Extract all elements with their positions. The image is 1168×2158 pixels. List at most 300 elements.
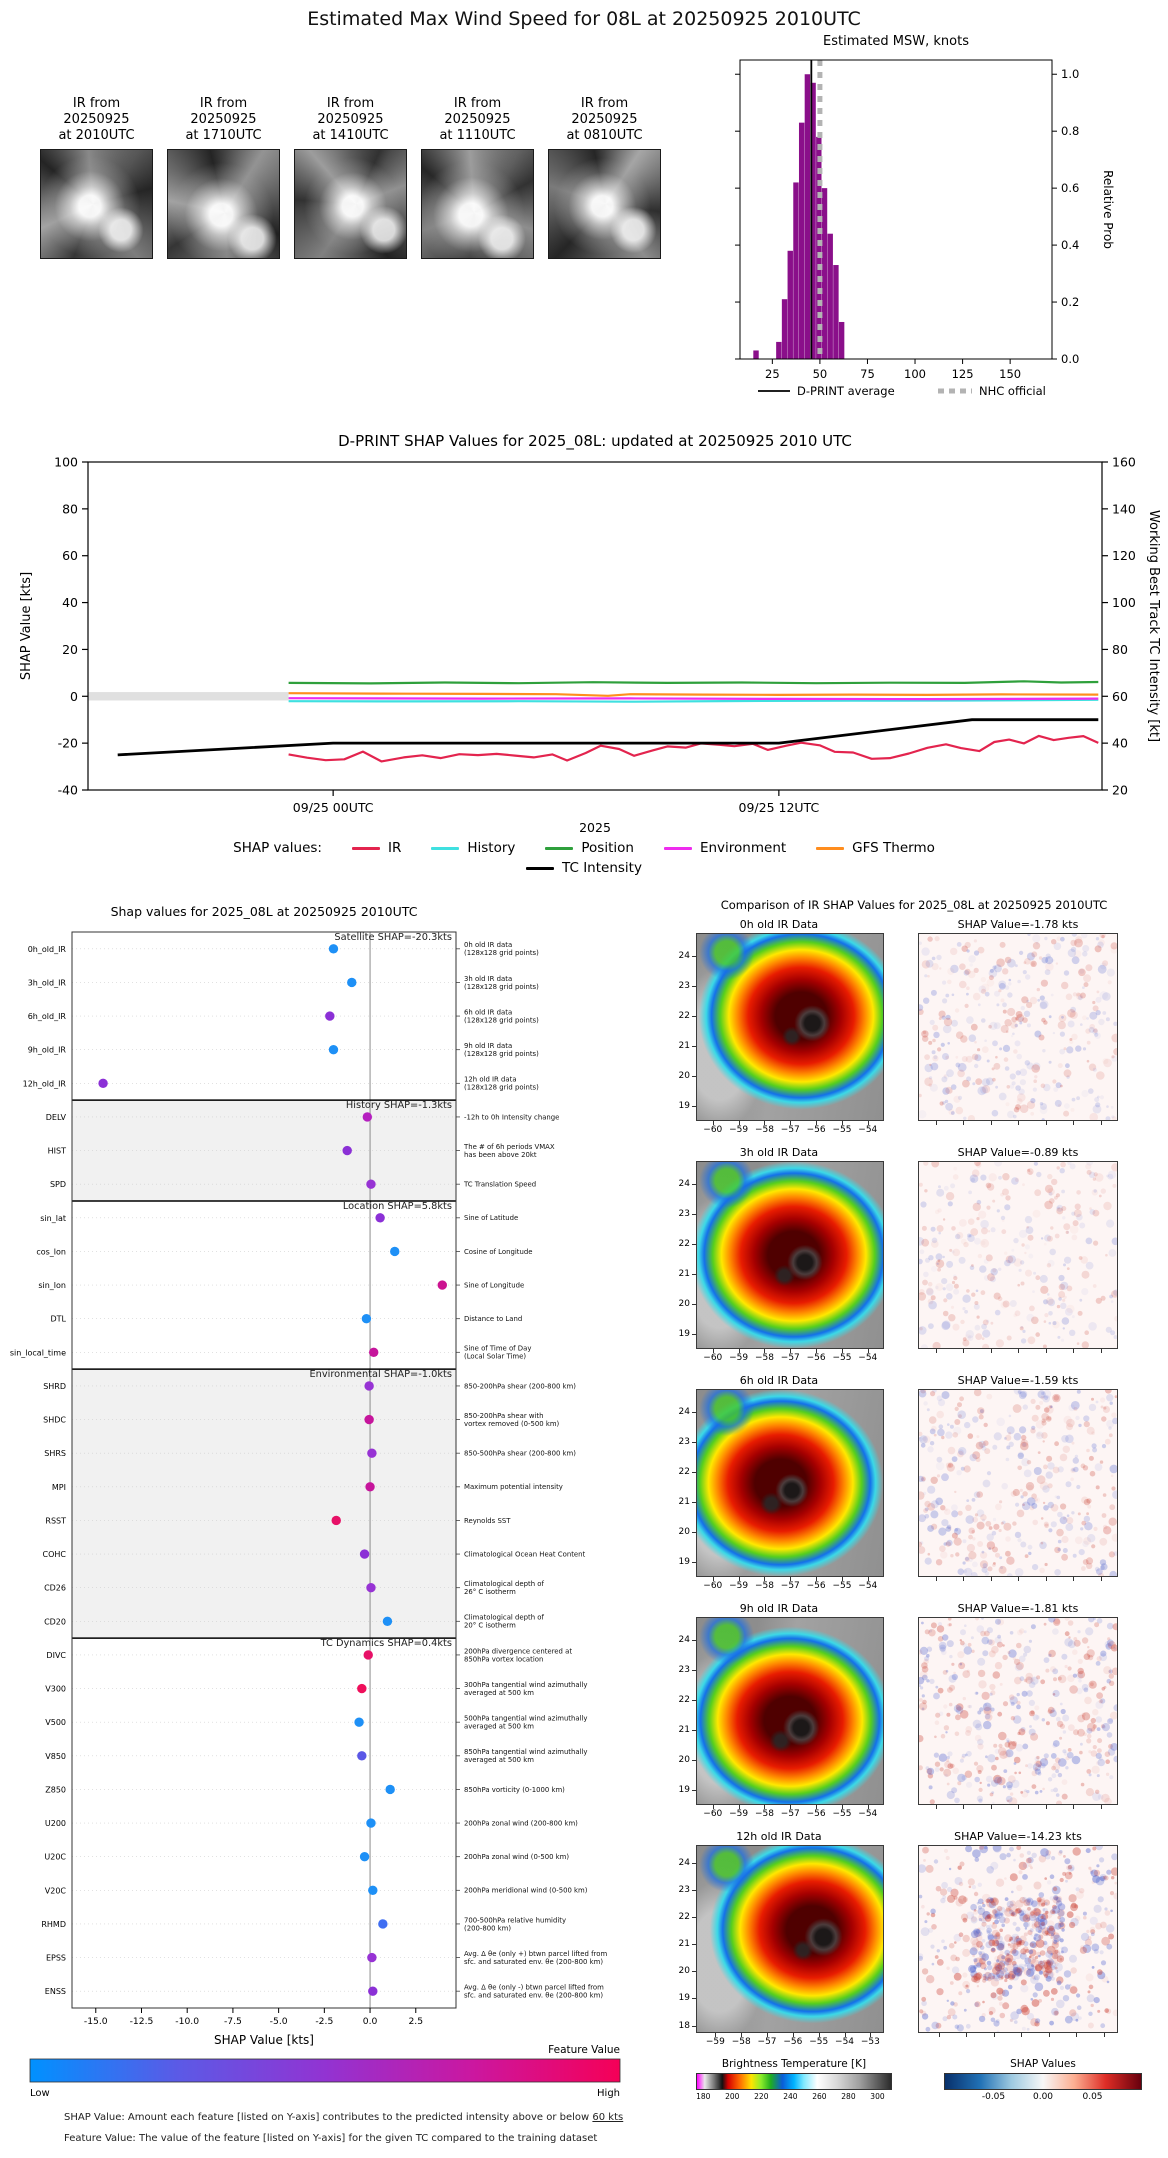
shap-tick-mark [1101, 1121, 1102, 1125]
ir-map-xlabels [696, 1350, 882, 1363]
shap-dot-COHC [360, 1549, 369, 1558]
histogram-ytick: 0.8 [1061, 124, 1080, 139]
ir-map-title: 0h old IR Data [739, 918, 819, 931]
shap-dotplot-chart [0, 898, 700, 2158]
lat-tick-label: 22 [678, 1911, 690, 1922]
feature-label: V500 [45, 1718, 66, 1728]
shap-dot-CD26 [366, 1583, 375, 1592]
feature-label: U20C [44, 1852, 66, 1862]
shap-dot-sin_lon [438, 1280, 447, 1289]
histogram-xtick: 150 [999, 367, 1022, 381]
comparison-rows [660, 918, 1168, 2047]
shap-figure [918, 1374, 1118, 1591]
ir-figure [674, 1602, 884, 1819]
lat-tick-label: 20 [678, 1298, 690, 1309]
lon-tick-label: −54 [835, 2037, 855, 2047]
shap-tick-mark [936, 1577, 937, 1581]
shap-dot-3h_old_IR [347, 978, 356, 987]
ir-thumbnail-caption: IR from 20250925 at 1710UTC [185, 96, 262, 143]
ytick-left: 0 [70, 688, 78, 704]
shap-tick-mark [1018, 1577, 1019, 1581]
feature-desc: 850-200hPa shear with [464, 1411, 544, 1420]
ytick-left: 80 [62, 501, 78, 517]
feature-desc: 700-500hPa relative humidity [464, 1916, 567, 1925]
shap-dot-SHRS [367, 1448, 376, 1457]
brightness-temperature-colorbar [696, 2058, 892, 2104]
feature-label: RHMD [41, 1919, 66, 1929]
shap-tick-mark [1046, 1121, 1047, 1125]
section-label-environmental: Environmental SHAP=-1.0kts [309, 1368, 452, 1380]
shap-tick-mark [1073, 1805, 1074, 1809]
ir-figure [674, 1830, 884, 2047]
dotplot-xtick: -15.0 [83, 2016, 108, 2027]
legend-item-label: IR [387, 840, 402, 856]
shap-dot-V500 [354, 1717, 363, 1726]
lon-tick-label: −56 [806, 1809, 826, 1819]
lon-tick-label: −57 [780, 1809, 800, 1819]
ir-map-ylabels [674, 1389, 696, 1575]
colorbar-tick-label: 0.05 [1082, 2092, 1103, 2102]
shap-speckle-field [919, 1618, 1117, 1804]
shap-map-title: SHAP Value=-14.23 kts [954, 1830, 1082, 1843]
feature-desc: 0h old IR data [464, 941, 513, 950]
feature-desc: 26° C isotherm [464, 1588, 516, 1597]
comparison-row-9h [660, 1602, 1168, 1819]
footnote-feature-value: Feature Value: The value of the feature [listed on Y-axis] for the given TC compared to the training dataset [64, 2133, 598, 2144]
lat-tick-label: 21 [678, 1040, 690, 1051]
ytick-left: -40 [57, 782, 78, 798]
shap-tick-mark [1018, 1805, 1019, 1809]
feature-label: Z850 [45, 1785, 66, 1795]
lon-tick-label: −55 [832, 1125, 852, 1135]
histogram-ytick: 0.4 [1061, 238, 1080, 253]
lat-tick-label: 21 [678, 1939, 690, 1950]
feature-desc: Climatological depth of [464, 1580, 544, 1589]
lat-tick-label: 21 [678, 1724, 690, 1735]
lat-tick-label: 20 [678, 1966, 690, 1977]
shap-tick-mark [963, 1805, 964, 1809]
feature-desc: Avg. Δ θe (only +) btwn parcel lifted from [464, 1949, 608, 1958]
shap-dot-U20C [360, 1852, 369, 1861]
feature-label: DTL [50, 1314, 66, 1324]
ir-map-ylabels [674, 1845, 696, 2031]
comparison-row-3h [660, 1146, 1168, 1363]
lat-tick-label: 24 [678, 1857, 690, 1868]
series-gfs-thermo [289, 693, 1099, 696]
shap-speckle-field [919, 1846, 1117, 2032]
lat-tick-label: 23 [678, 1208, 690, 1219]
histogram-bar [833, 265, 838, 359]
legend-label-dprint: D-PRINT average [797, 384, 895, 398]
shap-tick-mark [1073, 1577, 1074, 1581]
timeseries-legend-row [0, 860, 1168, 876]
feature-label: 12h_old_IR [22, 1079, 66, 1089]
lon-tick-label: −56 [806, 1125, 826, 1135]
dotplot-xtick: 2.5 [408, 2016, 424, 2027]
feature-desc: (128x128 grid points) [464, 1083, 539, 1092]
shap-tick-mark [936, 1349, 937, 1353]
feature-desc: 200hPa meridional wind (0-500 km) [464, 1886, 588, 1895]
feature-label: SPD [49, 1180, 66, 1190]
histogram-bar [776, 342, 781, 359]
feature-desc: has been above 20kt [464, 1150, 537, 1159]
feature-desc: 200hPa zonal wind (200-800 km) [464, 1819, 578, 1828]
colorbar-tick-label: 280 [841, 2092, 856, 2101]
lon-tick-label: −59 [729, 1353, 749, 1363]
shap-dot-U200 [366, 1818, 375, 1827]
ytick-right: 100 [1112, 595, 1136, 611]
ytick-right: 60 [1112, 688, 1128, 704]
feature-label: RSST [45, 1516, 66, 1526]
comparison-row-12h [660, 1830, 1168, 2047]
feature-desc: Cosine of Longitude [464, 1247, 533, 1256]
shap-tick-mark [963, 1121, 964, 1125]
ir-thumbnail [294, 96, 407, 259]
shap-tick-mark [1076, 2033, 1077, 2037]
colorbar-gradient [944, 2073, 1142, 2090]
page-title: Estimated Max Wind Speed for 08L at 20250925 2010UTC [307, 8, 861, 30]
shap-map-ticks [918, 1806, 1116, 1819]
lon-tick-label: −58 [754, 1581, 774, 1591]
feature-desc: 200hPa divergence centered at [464, 1647, 573, 1656]
colorbar-ticks [696, 2092, 892, 2104]
colorbar-tick-label: -0.05 [981, 2092, 1006, 2102]
feature-desc: (128x128 grid points) [464, 1016, 539, 1025]
shap-speckle-field [919, 934, 1117, 1120]
ytick-left: 60 [62, 548, 78, 564]
shap-map-title: SHAP Value=-1.78 kts [957, 918, 1079, 931]
feature-desc: Avg. Δ θe (only -) btwn parcel lifted from [464, 1983, 604, 1992]
shap-map [918, 1389, 1118, 1577]
feature-desc: Sine of Latitude [464, 1214, 519, 1223]
histogram-bar [788, 251, 793, 359]
shap-tick-mark [1101, 1805, 1102, 1809]
ir-thumbnail-caption: IR from 20250925 at 0810UTC [566, 96, 643, 143]
comparison-title: Comparison of IR SHAP Values for 2025_08L at 20250925 2010UTC [720, 898, 1108, 912]
section-label-history: History SHAP=-1.3kts [345, 1099, 452, 1111]
legend-item-label: History [467, 840, 516, 856]
shap-map-ticks [918, 2034, 1116, 2047]
shap-figure [918, 918, 1118, 1135]
zero-band [88, 692, 289, 700]
shap-dot-HIST [343, 1146, 352, 1155]
shap-map [918, 933, 1118, 1121]
shap-dot-12h_old_IR [98, 1079, 107, 1088]
shap-tick-mark [991, 1121, 992, 1125]
lon-tick-label: −56 [806, 1581, 826, 1591]
dotplot-title: Shap values for 2025_08L at 20250925 2010UTC [110, 904, 418, 919]
shap-dot-Z850 [385, 1785, 394, 1794]
lon-tick-label: −54 [858, 1581, 878, 1591]
ir-map-ylabels [674, 1161, 696, 1347]
histogram-bar [753, 350, 758, 359]
legend-label-nhc: NHC official [979, 384, 1046, 398]
lon-tick-label: −56 [783, 2037, 803, 2047]
shap-dot-EPSS [367, 1953, 376, 1962]
shap-tick-mark [1018, 1121, 1019, 1125]
lat-tick-label: 22 [678, 1694, 690, 1705]
feature-value-colorbar-title: Feature Value [548, 2044, 620, 2056]
ir-thumbnail-image [40, 149, 153, 259]
histogram-ytick: 0.0 [1061, 352, 1080, 366]
legend-swatch [664, 847, 692, 850]
histogram-bar [799, 123, 804, 359]
ir-map [696, 1389, 884, 1577]
lat-tick-label: 21 [678, 1268, 690, 1279]
feature-label: 0h_old_IR [27, 944, 66, 954]
shap-dot-SHDC [364, 1415, 373, 1424]
shap-map [918, 1845, 1118, 2033]
lon-tick-label: −54 [858, 1353, 878, 1363]
legend-item-ir [352, 840, 401, 856]
shap-dot-cos_lon [390, 1247, 399, 1256]
comparison-row-0h [660, 918, 1168, 1135]
lon-tick-label: −60 [703, 1125, 723, 1135]
feature-desc: Maximum potential intensity [464, 1483, 563, 1492]
legend-swatch [431, 847, 459, 850]
shap-tick-mark [1073, 1349, 1074, 1353]
colorbar-ticks [944, 2092, 1142, 2104]
legend-item-label: GFS Thermo [852, 840, 935, 856]
ytick-right: 140 [1112, 501, 1136, 517]
shap-dot-CD20 [383, 1617, 392, 1626]
histogram-ytick: 0.2 [1061, 295, 1080, 310]
feature-desc: The # of 6h periods VMAX [464, 1142, 555, 1151]
colorbar-tick-label: 300 [870, 2092, 885, 2101]
colorbar-title: Brightness Temperature [K] [721, 2058, 867, 2070]
feature-label: 9h_old_IR [27, 1045, 66, 1055]
feature-label: CD26 [44, 1583, 66, 1593]
feature-label: SHDC [43, 1415, 66, 1425]
comparison-row-6h [660, 1374, 1168, 1591]
lat-tick-label: 24 [678, 1178, 690, 1189]
shap-tick-mark [963, 1577, 964, 1581]
ir-figure [674, 1146, 884, 1363]
shap-map [918, 1617, 1118, 1805]
lat-tick-label: 24 [678, 950, 690, 961]
shap-dot-RHMD [378, 1919, 387, 1928]
feature-desc: 850hPa tangential wind azimuthally [464, 1748, 588, 1757]
feature-label: CD20 [44, 1617, 66, 1627]
ir-thumbnail-caption: IR from 20250925 at 1110UTC [439, 96, 516, 143]
colorbar-tick-label: 180 [696, 2092, 711, 2101]
ir-figure [674, 918, 884, 1135]
feature-label: V850 [45, 1751, 66, 1761]
lon-tick-label: −60 [703, 1353, 723, 1363]
histogram-bar [822, 188, 827, 359]
feature-label: sin_lat [40, 1213, 66, 1223]
histogram-xtick: 25 [765, 367, 780, 381]
ir-thumbnail-caption: IR from 20250925 at 2010UTC [58, 96, 135, 143]
shap-tick-mark [936, 1805, 937, 1809]
lat-tick-label: 19 [678, 1784, 690, 1795]
shap-tick-mark [994, 2033, 995, 2037]
colorbar-tick-label: 220 [754, 2092, 769, 2101]
lon-tick-label: −53 [860, 2037, 880, 2047]
ir-map-xlabels [696, 1806, 882, 1819]
feature-label: 6h_old_IR [27, 1012, 66, 1022]
histogram-bar [828, 234, 833, 359]
feature-label: ENSS [44, 1987, 66, 1997]
shap-tick-mark [1046, 1349, 1047, 1353]
shap-speckle-field [919, 1162, 1117, 1348]
shap-tick-mark [1101, 1349, 1102, 1353]
feature-label: SHRS [44, 1449, 66, 1459]
shap-dot-RSST [332, 1516, 341, 1525]
section-label-tc-dynamics: TC Dynamics SHAP=0.4kts [320, 1637, 452, 1649]
ir-map-ylabels [674, 933, 696, 1119]
shap-tick-mark [963, 1349, 964, 1353]
ir-figure [674, 1374, 884, 1591]
feature-desc: (Local Solar Time) [464, 1352, 527, 1361]
timeseries-ylabel-left: SHAP Value [kts] [19, 571, 34, 681]
ir-thumbnail [40, 96, 153, 259]
dotplot-xtick: -5.0 [269, 2016, 288, 2027]
ytick-right: 160 [1112, 454, 1136, 470]
xtick-label: 09/25 12UTC [738, 800, 820, 815]
lon-tick-label: −57 [780, 1581, 800, 1591]
feature-desc: 6h old IR data [464, 1008, 513, 1017]
shap-dot-9h_old_IR [329, 1045, 338, 1054]
lat-tick-label: 20 [678, 1526, 690, 1537]
lat-tick-label: 24 [678, 1406, 690, 1417]
feature-desc: Climatological depth of [464, 1613, 544, 1622]
ytick-right: 120 [1112, 548, 1136, 564]
lon-tick-label: −55 [832, 1809, 852, 1819]
shap-figure [918, 1602, 1118, 1819]
shap-map [918, 1161, 1118, 1349]
dotplot-xtick: 0.0 [362, 2016, 378, 2027]
lat-tick-label: 19 [678, 1100, 690, 1111]
shap-map-ticks [918, 1350, 1116, 1363]
feature-desc: 20° C isotherm [464, 1621, 516, 1630]
ir-map-title: 3h old IR Data [739, 1146, 819, 1159]
ir-thumbnail-image [421, 149, 534, 259]
colorbar-tick-label: 240 [783, 2092, 798, 2101]
colorbar-tick-label: 200 [725, 2092, 740, 2101]
dotplot-xlabel: SHAP Value [kts] [214, 2033, 314, 2047]
timeseries-legend-label: SHAP values: [233, 840, 322, 856]
shap-dot-MPI [365, 1482, 374, 1491]
feature-desc: (128x128 grid points) [464, 949, 539, 958]
ir-thumbnail [167, 96, 280, 259]
section-label-satellite: Satellite SHAP=-20.3kts [334, 931, 452, 943]
feature-desc: Sine of Time of Day [464, 1344, 532, 1353]
ir-map-ylabels [674, 1617, 696, 1803]
feature-label: sin_local_time [9, 1348, 66, 1358]
ytick-right: 20 [1112, 782, 1128, 798]
shap-figure [918, 1830, 1118, 2047]
histogram-title: Estimated MSW, knots [823, 34, 969, 49]
legend-item-environment [664, 840, 786, 856]
ir-thumbnail [548, 96, 661, 259]
timeseries-legend [0, 836, 1168, 876]
ir-map-title: 9h old IR Data [739, 1602, 819, 1615]
feature-desc: Distance to Land [464, 1315, 523, 1324]
shap-dot-ENSS [368, 1986, 377, 1995]
legend-swatch [352, 847, 380, 850]
shap-values-colorbar [944, 2058, 1142, 2104]
lat-tick-label: 23 [678, 980, 690, 991]
feature-desc: averaged at 500 km [464, 1688, 534, 1697]
ir-thumbnail [421, 96, 534, 259]
lon-tick-label: −58 [754, 1125, 774, 1135]
feature-desc: 3h old IR data [464, 974, 513, 983]
shap-timeseries-chart [0, 424, 1168, 836]
feature-desc: vortex removed (0-500 km) [464, 1419, 560, 1428]
histogram-bar [793, 182, 798, 359]
timeseries-title: D-PRINT SHAP Values for 2025_08L: updated at 20250925 2010 UTC [338, 432, 852, 450]
feature-desc: 850-200hPa shear (200-800 km) [464, 1382, 576, 1391]
ir-map-xlabels [696, 1578, 882, 1591]
feature-desc: 300hPa tangential wind azimuthally [464, 1680, 588, 1689]
lon-tick-label: −60 [703, 1809, 723, 1819]
shap-tick-mark [1046, 1805, 1047, 1809]
shap-dot-V850 [357, 1751, 366, 1760]
histogram-ytick: 1.0 [1061, 67, 1080, 82]
lon-tick-label: −57 [780, 1353, 800, 1363]
ytick-left: -20 [57, 735, 78, 751]
ir-map-title: 12h old IR Data [736, 1830, 822, 1843]
series-environment [289, 698, 1099, 699]
histogram-bar [782, 299, 787, 359]
shap-speckle-field [919, 1390, 1117, 1576]
series-tc-intensity [118, 720, 1099, 755]
ir-thumbnail-image [548, 149, 661, 259]
shap-dot-sin_local_time [369, 1348, 378, 1357]
histogram-xtick: 125 [951, 367, 974, 381]
feature-desc: sfc. and saturated env. θe (200-800 km) [464, 1957, 604, 1966]
ir-map-xlabels [696, 1122, 882, 1135]
lat-tick-label: 20 [678, 1070, 690, 1081]
shap-dot-0h_old_IR [329, 944, 338, 953]
legend-item-label: Environment [699, 840, 787, 856]
lon-tick-label: −59 [729, 1125, 749, 1135]
feature-label: DELV [45, 1112, 66, 1122]
feature-desc: Sine of Longitude [464, 1281, 525, 1290]
feature-label: sin_lon [38, 1281, 66, 1291]
shap-tick-mark [1046, 1577, 1047, 1581]
lon-tick-label: −54 [858, 1809, 878, 1819]
series-history [289, 700, 1099, 702]
legend-item-gfs-thermo [816, 840, 935, 856]
shap-dot-SHRD [364, 1381, 373, 1390]
ir-map [696, 1617, 884, 1805]
ir-thumbnail-image [167, 149, 280, 259]
feature-label: DIVC [46, 1650, 66, 1660]
lat-tick-label: 19 [678, 1556, 690, 1567]
legend-item-label: Position [581, 840, 634, 856]
lat-tick-label: 23 [678, 1436, 690, 1447]
timeseries-frame [88, 462, 1102, 790]
feature-label: COHC [42, 1550, 66, 1560]
shap-tick-mark [936, 1121, 937, 1125]
legend-swatch [526, 867, 554, 870]
feature-desc: 850hPa vorticity (0-1000 km) [464, 1785, 565, 1794]
colorbar-title: SHAP Values [1010, 2058, 1076, 2070]
ir-map [696, 1161, 884, 1349]
ir-thumbnail-row [40, 96, 661, 259]
histogram-bars [753, 74, 844, 359]
lat-tick-label: 21 [678, 1496, 690, 1507]
lon-tick-label: −58 [754, 1353, 774, 1363]
histogram-ylabel: Relative Prob [1101, 170, 1115, 249]
legend-item-label: TC Intensity [562, 860, 642, 876]
lon-tick-label: −59 [705, 2037, 725, 2047]
shap-tick-mark [1101, 1577, 1102, 1581]
histogram-bar [839, 322, 844, 359]
lat-tick-label: 20 [678, 1754, 690, 1765]
